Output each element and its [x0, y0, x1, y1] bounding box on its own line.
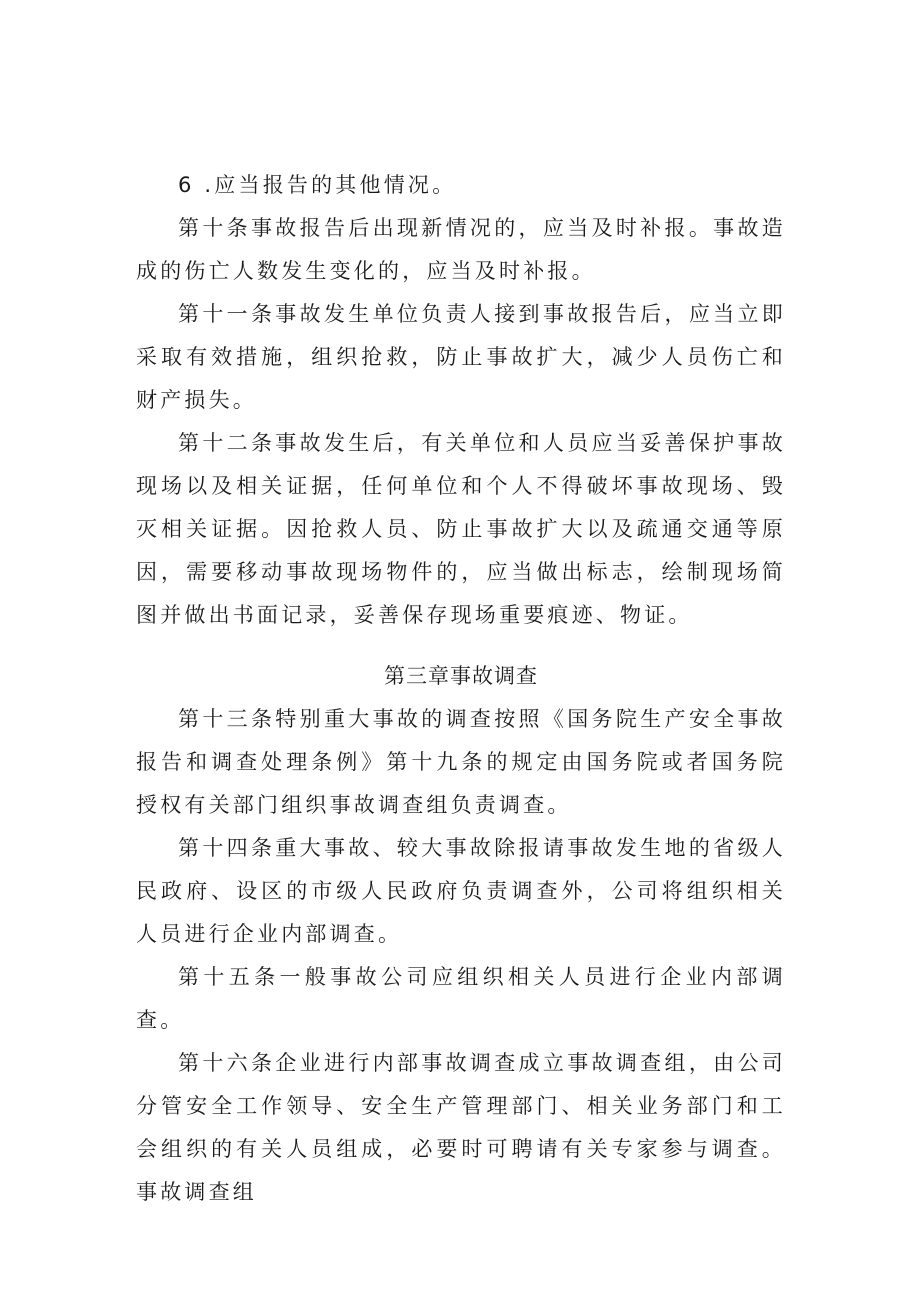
document-body [136, 164, 786, 1214]
article-10: 第十条事故报告后出现新情况的，应当及时补报。事故造成的伤亡人数发生变化的，应当及时补报。 [136, 216, 786, 283]
article-12: 第十二条事故发生后，有关单位和人员应当妥善保护事故现场以及相关证据，任何单位和个人不得破坏事故现场、毁灭相关证据。因抢救人员、防止事故扩大以及疏通交通等原因，需要移动事故现场物件的，应当做出标志，绘制现场简图并做出书面记录，妥善保存现场重要痕迹、物证。 [136, 431, 786, 627]
chapter-heading: 第三章事故调查 [384, 664, 538, 688]
article-14: 第十四条重大事故、较大事故除报请事故发生地的省级人民政府、设区的市级人民政府负责调查外，公司将组织相关人员进行企业内部调查。 [136, 836, 786, 946]
paragraph-item-6: 6 .应当报告的其他情况。 [178, 173, 457, 197]
article-15: 第十五条一般事故公司应组织相关人员进行企业内部调查。 [136, 965, 786, 1032]
article-16: 第十六条企业进行内部事故调查成立事故调查组，由公司分管安全工作领导、安全生产管理部门、相关业务部门和工会组织的有关人员组成，必要时可聘请有关专家参与调查。事故调查组 [136, 1051, 786, 1204]
article-11: 第十一条事故发生单位负责人接到事故报告后，应当立即采取有效措施，组织抢救，防止事故扩大，减少人员伤亡和财产损失。 [136, 302, 786, 412]
article-13: 第十三条特别重大事故的调查按照《国务院生产安全事故报告和调查处理条例》第十九条的规定由国务院或者国务院授权有关部门组织事故调查组负责调查。 [136, 707, 786, 817]
